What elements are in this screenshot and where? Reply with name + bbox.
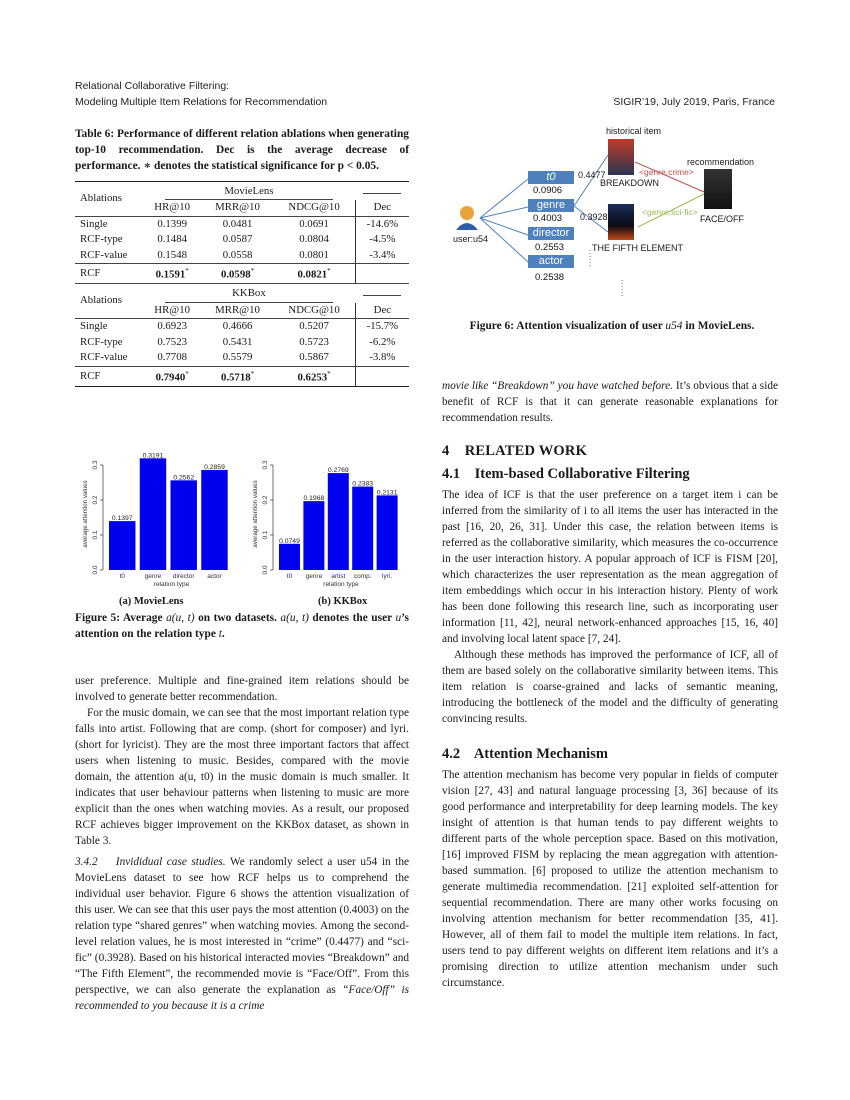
user-label: user:u54	[453, 234, 489, 244]
relation-box-t0: t0	[528, 171, 574, 184]
svg-text:0.3: 0.3	[262, 460, 269, 470]
relation-box-actor: actor	[528, 255, 574, 268]
relation-value: 0.2538	[535, 272, 565, 283]
svg-text:0.2859: 0.2859	[204, 463, 225, 471]
cell-hr	[143, 232, 202, 248]
svg-text:relation type: relation type	[153, 581, 190, 588]
cell-value: 0.0821	[297, 268, 328, 281]
relation-value: 0.0906	[533, 185, 563, 196]
table-row	[75, 248, 409, 264]
cell-dec	[355, 366, 409, 386]
row-label: RCF-value	[80, 351, 128, 364]
cell-value: 0.5431	[222, 335, 253, 348]
column-header: HR@10	[154, 201, 191, 214]
svg-text:relation type: relation type	[323, 581, 359, 588]
cell-value: 0.1591	[155, 268, 186, 281]
row-label: RCF-type	[80, 335, 123, 348]
historical-item-label: historical item	[606, 126, 662, 136]
row-label: RCF	[80, 266, 101, 279]
row-label: Single	[80, 320, 108, 333]
fig6-cap-b: in MovieLens.	[682, 320, 755, 332]
edge-label-scifi: <genre,sci-fic>	[642, 207, 698, 217]
cell-mrr	[202, 319, 274, 335]
fig5-cap-math: a(u, t)	[166, 612, 195, 624]
svg-text:0.1: 0.1	[262, 530, 269, 540]
column-header: MRR@10	[215, 303, 260, 316]
item-title: BREAKDOWN	[600, 178, 660, 188]
column-header: NDCG@10	[288, 201, 340, 214]
paragraph-text: It’s obvious that a side benefit of RCF is that it can generate reasonable explanations for recommendation results.	[442, 380, 778, 424]
cell-value: 0.0801	[299, 248, 329, 261]
cell-value: 0.7940	[155, 371, 186, 384]
cell-ndcg	[273, 216, 355, 232]
dataset-header: KKBox	[165, 286, 333, 303]
cell-ndcg	[273, 232, 355, 248]
svg-text:0.2131: 0.2131	[376, 489, 398, 497]
significance-star: *	[327, 369, 331, 378]
svg-text:genre: genre	[144, 573, 162, 580]
significance-star: *	[185, 369, 189, 378]
cell-mrr	[202, 366, 274, 386]
cell-value: 0.0481	[222, 217, 253, 230]
bar	[303, 501, 324, 570]
figure6-caption	[442, 318, 782, 334]
bar	[328, 473, 349, 570]
user-icon	[460, 206, 474, 220]
bar	[140, 458, 166, 570]
cell-value: 0.0691	[299, 217, 329, 230]
fig5-cap-e: .	[221, 628, 225, 641]
svg-text:0.1397: 0.1397	[111, 515, 133, 523]
cell-mrr	[202, 248, 274, 264]
running-header-venue: SIGIR’19, July 2019, Paris, France	[613, 96, 775, 108]
paragraph-italic: “Face/Off” is recommended to you because it is a crime	[75, 984, 409, 1012]
significance-star: *	[250, 369, 255, 378]
svg-text:0.0749: 0.0749	[279, 537, 300, 545]
chart-kkbox-label: (b) KKBox	[318, 596, 368, 607]
svg-text:average attention values: average attention values	[82, 480, 89, 548]
cell-mrr	[202, 216, 274, 232]
header-title-line2: Modeling Multiple Item Relations for Recommendation	[75, 96, 328, 108]
bar	[109, 521, 135, 570]
cell-hr	[143, 248, 202, 264]
cell-value: 0.7523	[157, 335, 188, 348]
paragraph: The idea of ICF is that the user preference on a target item i can be inferred from the similarity of i to all items the user has interacted in the past [16, 20, 26, 31]. Under this case, the relation between items is referred as the collaborative similarity, which measures the co-occurrence in the user interaction history. A popular approach of ICF is FISM [20], which characterizes the user representation as the mean aggregation of item embeddings which occur in his interaction history. Plenty of work has been done following this research line, such as incorporating user information [11, 42], neural network-enhanced approaches [15, 16, 40] and involving local latent space [7, 24].	[442, 489, 778, 645]
cell-dec: -3.8%	[355, 350, 409, 366]
svg-text:artist: artist	[331, 573, 346, 580]
fig5-cap-d: ’s attention on the relation type	[75, 612, 409, 641]
item-weight: 0.4477	[578, 170, 606, 180]
paragraph	[442, 378, 778, 426]
table-row	[75, 335, 409, 351]
fig5-cap-math: a(u, t)	[280, 612, 309, 624]
cell-dec: -3.4%	[355, 248, 409, 264]
dataset-header: MovieLens	[165, 184, 333, 201]
row-label: RCF-type	[80, 233, 123, 246]
cell-value: 0.7708	[157, 351, 188, 364]
cell-dec: -14.6%	[355, 216, 409, 232]
cell-value: 0.1484	[157, 233, 188, 246]
header-title-line1: Relational Collaborative Filtering:	[75, 80, 230, 92]
fifth-element-poster	[608, 204, 634, 240]
svg-text:0.0: 0.0	[92, 565, 99, 575]
paragraph-text: We randomly select a user u54 in the MovieLens dataset to see how RCF helps us to comprehend the individual user behavior. Figure 6 shows the attention visualization of this user. We can see that this user pays the most attention (0.4003) on the relation type “shared genres” when watching movies. Among the second-level relation values, he is most interested in “crime” (0.4477) and “sci-fic” (0.3928). Based on his historical interacted movies “Breakdown” and “The Fifth Element”, the recommended movie is “Face/Off”. From this perspective, we can also generate the explanation as	[75, 856, 409, 996]
fig5-cap-math: t	[218, 628, 222, 641]
svg-text:genre: genre	[305, 573, 323, 580]
cell-ndcg	[273, 335, 355, 351]
cell-dec: -4.5%	[355, 232, 409, 248]
paragraph-italic: movie like “Breakdown” you have watched before.	[442, 380, 673, 392]
cell-hr	[143, 216, 202, 232]
svg-text:comp.: comp.	[353, 573, 372, 580]
paragraph: Although these methods has improved the performance of ICF, all of them are based solely on the collaborative similarity between items. This item relation is coarse-grained and lacks of semantic meaning, introducing the bottleneck of the model and the difficulty of generating convincing results.	[442, 649, 778, 725]
svg-text:0.2: 0.2	[262, 495, 269, 505]
svg-text:0.2: 0.2	[92, 495, 99, 505]
cell-mrr	[202, 350, 274, 366]
svg-text:actor: actor	[207, 573, 222, 580]
cell-value: 0.0598	[220, 268, 251, 281]
row-label: RCF	[80, 369, 101, 382]
figure6-diagram	[442, 122, 782, 302]
relation-box-genre: genre	[528, 199, 574, 212]
cell-hr	[143, 319, 202, 335]
svg-text:0.0: 0.0	[262, 565, 269, 575]
subsection-heading-attention: 4.2 Attention Mechanism	[442, 746, 608, 762]
cell-value: 0.5207	[299, 320, 329, 333]
section-heading-related-work: 4 RELATED WORK	[442, 443, 588, 459]
cell-ndcg	[273, 248, 355, 264]
cell-dec: -6.2%	[355, 335, 409, 351]
item-title: THE FIFTH ELEMENT	[592, 243, 684, 253]
right-body-text	[442, 378, 778, 991]
bar	[279, 544, 300, 570]
cell-ndcg	[273, 366, 355, 386]
bar	[201, 470, 227, 570]
svg-text:0.3: 0.3	[92, 460, 99, 470]
cell-value: 0.6253	[297, 371, 328, 384]
cell-value: 0.0558	[222, 248, 253, 261]
significance-star: *	[185, 267, 189, 276]
subsection-heading: 3.4.2 Invididual case studies.	[75, 856, 226, 868]
bar	[171, 480, 197, 570]
cell-dec: -15.7%	[355, 319, 409, 335]
recommendation-label: recommendation	[687, 157, 755, 167]
cell-hr	[143, 264, 202, 284]
subsection-heading-icf: 4.1 Item-based Collaborative Filtering	[442, 466, 690, 482]
breakdown-poster	[608, 139, 634, 175]
table6-block	[75, 126, 409, 387]
table6	[75, 181, 409, 387]
cell-value: 0.0804	[299, 233, 329, 246]
svg-text:0.1: 0.1	[92, 530, 99, 540]
cell-hr	[143, 366, 202, 386]
bar	[377, 495, 398, 570]
chart-movielens-label: (a) MovieLens	[119, 596, 184, 607]
fig5-cap-b: on two datasets.	[194, 612, 281, 624]
paragraph: user preference. Multiple and fine-grained item relations should be involved to generate better recommendation.	[75, 675, 409, 703]
row-header: Ablations	[80, 294, 122, 307]
cell-value: 0.5867	[299, 351, 329, 364]
recommended-item-title: FACE/OFF	[700, 214, 745, 224]
dec-group-rule	[363, 285, 401, 296]
svg-text:0.3191: 0.3191	[142, 452, 164, 460]
paragraph: The attention mechanism has become very popular in fields of computer vision [27, 43] and natural language processing [3, 36] because of its good performance and interpretability for deep learning models. The key insight of attention is that human tends to pay different weights to different parts of the whole perception space. Based on this motivation, [16] improved FISM by replacing the mean aggregation with attention-based summation. [6] proposed to utilize the attention mechanism to generate multimedia recommendation. [21] exploited self-attention for sequential recommendation. There are many other works focusing on involving attention mechanism for better recommendation [35, 41]. However, all of them fail to model the multiple item relations. In fact, users tend to pay different weights on different item relations and it’s a promising direction to utilize attention mechanism under such circumstance.	[442, 769, 778, 989]
cell-value: 0.5723	[299, 335, 329, 348]
svg-text:t0: t0	[286, 573, 293, 580]
svg-text:0.2562: 0.2562	[173, 474, 195, 482]
row-header: Ablations	[80, 191, 122, 204]
fig5-cap-a: Figure 5: Average	[75, 612, 167, 624]
cell-mrr	[202, 335, 274, 351]
fig6-cap-a: Figure 6: Attention visualization of user	[469, 320, 666, 332]
left-body-text	[75, 673, 409, 1014]
table-row	[75, 366, 409, 386]
svg-text:0.2769: 0.2769	[327, 467, 349, 475]
table-row	[75, 216, 409, 232]
cell-value: 0.0587	[222, 233, 253, 246]
cell-ndcg	[273, 350, 355, 366]
svg-text:0.2383: 0.2383	[352, 480, 374, 488]
svg-text:director: director	[172, 573, 195, 580]
paragraph	[75, 854, 409, 1014]
faceoff-poster	[704, 169, 732, 209]
cell-mrr	[202, 232, 274, 248]
fig6-cap-math: u54	[665, 320, 683, 332]
cell-ndcg	[273, 264, 355, 284]
cell-mrr	[202, 264, 274, 284]
fig5-cap-math: u	[395, 612, 402, 624]
column-header: NDCG@10	[288, 303, 340, 316]
svg-text:average attention values: average attention values	[252, 480, 259, 548]
cell-value: 0.5579	[222, 351, 253, 364]
svg-text:0.1968: 0.1968	[303, 495, 325, 503]
cell-value: 0.1548	[157, 248, 188, 261]
row-label: Single	[80, 217, 108, 230]
figure5-caption	[75, 610, 409, 642]
column-header: HR@10	[154, 303, 191, 316]
column-header: Dec	[355, 200, 409, 216]
table6-caption: Table 6: Performance of different relation ablations when generating top-10 recommendation. Dec is the average decrease of performance. ∗ denotes the statistical significance for p < 0.05.	[75, 128, 409, 173]
cell-hr	[143, 350, 202, 366]
fig5-cap-c: denotes the user	[308, 612, 396, 624]
item-weight: 0.3928	[580, 212, 608, 222]
table-row	[75, 264, 409, 284]
cell-value: 0.5718	[220, 371, 251, 384]
running-header-title	[75, 78, 327, 110]
column-header: MRR@10	[215, 201, 260, 214]
chart-kkbox	[245, 452, 409, 592]
bar	[352, 487, 373, 570]
paragraph: For the music domain, we can see that the most important relation type falls into artist. Following that are comp. (short for composer) and lyri. (short for lyricist). They are the most three important factors that affect users when listening to music. Besides, compared with the movie domain, the attention a(u, t0) in the music domain is much smaller. It indicates that user behaviour patterns when listening to music are more explicit than the ones when watching movies. As a result, our proposed RCF achieves bigger improvement on the KKBox dataset, as shown in Table 3.	[75, 707, 409, 847]
table-row	[75, 319, 409, 335]
chart-movielens	[75, 452, 240, 592]
relation-value: 0.2553	[535, 242, 565, 253]
svg-text:lyri.: lyri.	[382, 573, 393, 580]
cell-value: 0.6923	[157, 320, 188, 333]
figure5	[75, 452, 409, 612]
column-header: Dec	[355, 303, 409, 319]
row-label: RCF-value	[80, 248, 128, 261]
cell-ndcg	[273, 319, 355, 335]
dec-group-rule	[363, 183, 401, 194]
relation-value: 0.4003	[533, 213, 563, 224]
cell-value: 0.1399	[157, 217, 188, 230]
table-row	[75, 232, 409, 248]
svg-text:t0: t0	[119, 573, 125, 580]
table-row	[75, 350, 409, 366]
cell-dec	[355, 264, 409, 284]
edge-label-crime: <genre,crime>	[639, 167, 694, 177]
significance-star: *	[327, 267, 331, 276]
relation-box-director: director	[528, 227, 574, 240]
significance-star: *	[250, 267, 255, 276]
cell-value: 0.4666	[222, 320, 253, 333]
cell-hr	[143, 335, 202, 351]
